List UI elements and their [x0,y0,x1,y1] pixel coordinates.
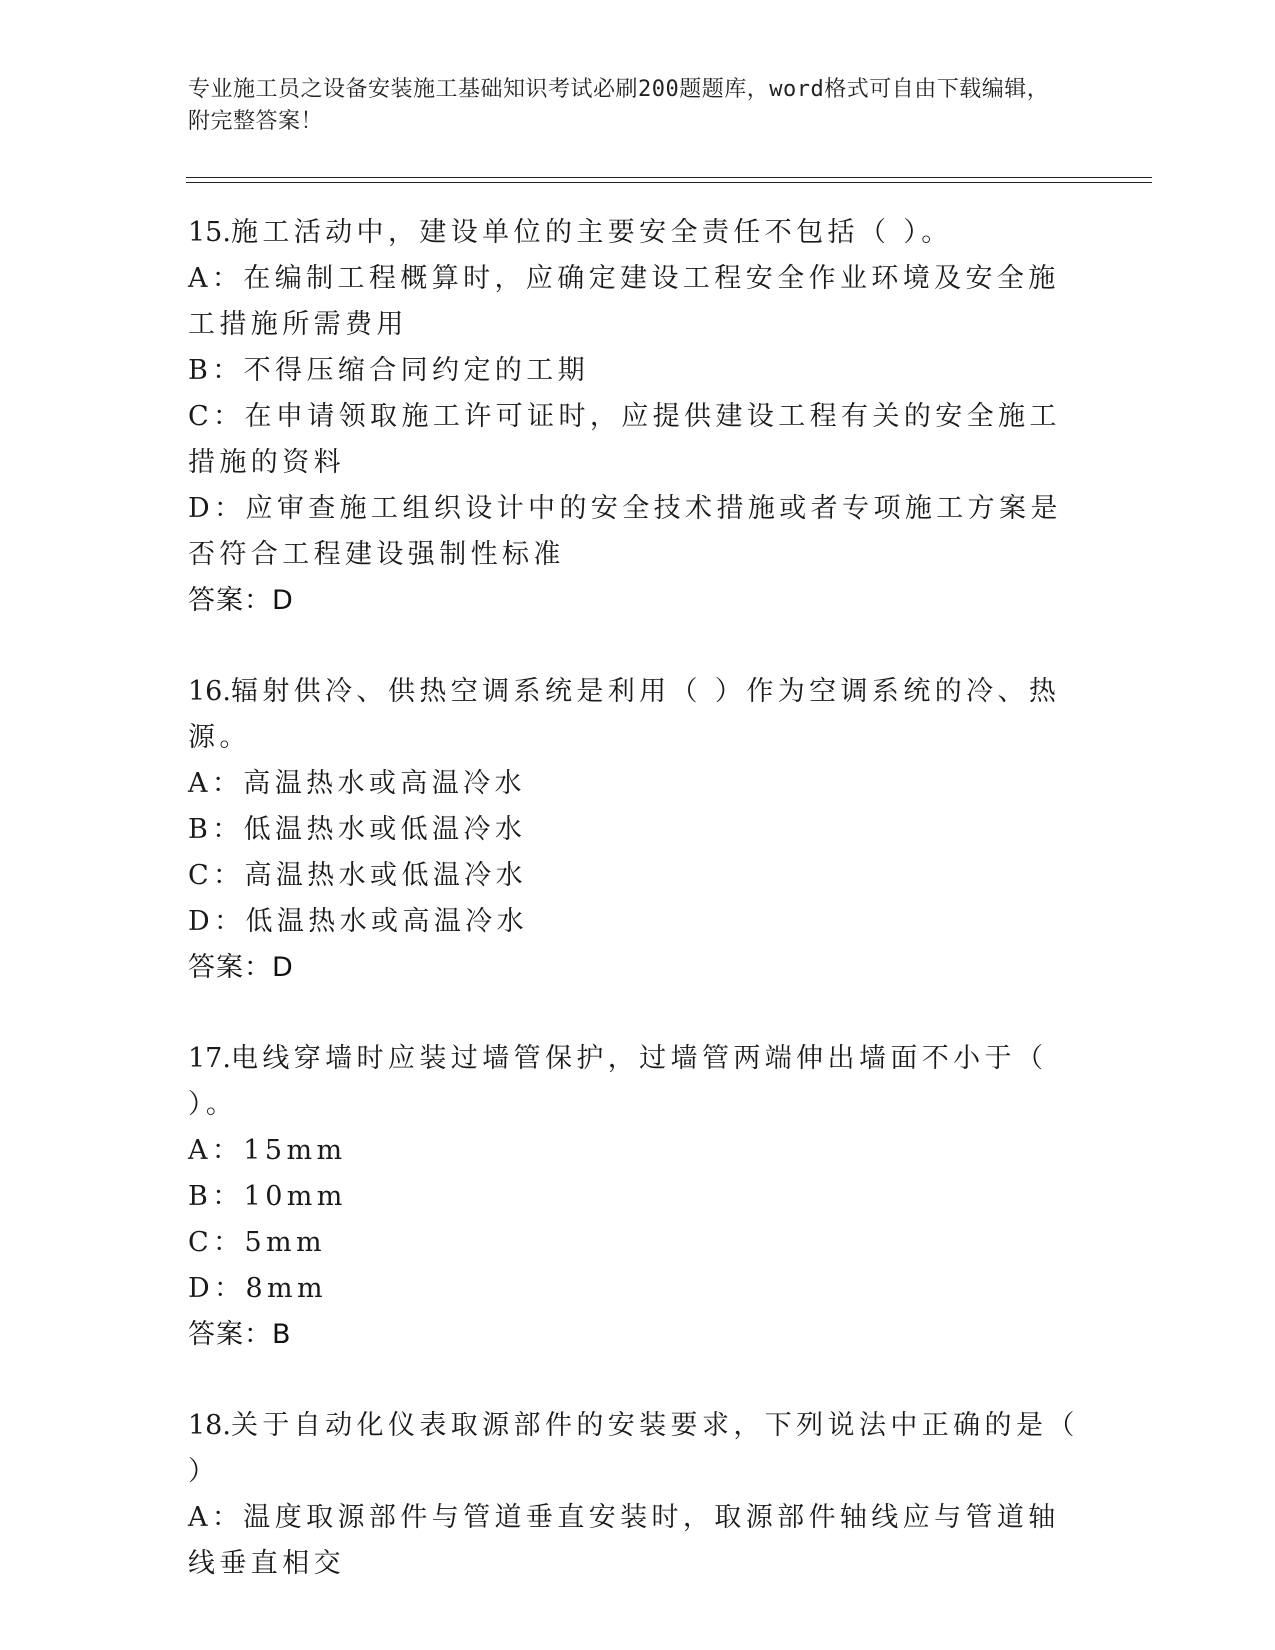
question-text: 辐射供冷、供热空调系统是利用（ ）作为空调系统的冷、热源。 [188,676,1061,753]
option-a: A：高温热水或高温冷水 [188,768,526,799]
option-b: B：10mm [188,1181,347,1212]
option-c: C：5mm [188,1227,327,1258]
question-list [188,210,1092,1587]
question-stem [188,1403,1092,1495]
document-header [188,74,1068,138]
option-b: B：低温热水或低温冷水 [188,814,527,845]
option-d: D：8mm [188,1273,328,1304]
question-18 [188,1403,1092,1587]
option-c: C：在申请领取施工许可证时，应提供建设工程有关的安全施工措施的资料 [188,401,1061,478]
answer-line: 答案：D [188,585,294,616]
header-title: 专业施工员之设备安装施工基础知识考试必刷200题题库，word格式可自由下载编辑，附完整答案！ [188,77,1050,134]
question-number: 18. [188,1410,231,1441]
option-a: A：15mm [188,1135,347,1166]
question-17 [188,1036,1088,1358]
question-16 [188,669,1088,991]
question-text: 施工活动中，建设单位的主要安全责任不包括（ ）。 [230,217,953,248]
option-c: C：高温热水或低温冷水 [188,860,528,891]
question-number: 16. [188,676,231,707]
option-a: A：在编制工程概算时，应确定建设工程安全作业环境及安全施工措施所需费用 [188,263,1060,340]
question-stem [188,669,1088,761]
question-number: 17. [188,1043,231,1074]
option-a: A：温度取源部件与管道垂直安装时，取源部件轴线应与管道轴线垂直相交 [188,1502,1060,1579]
question-text: 关于自动化仪表取源部件的安装要求，下列说法中正确的是（ ） [188,1410,1092,1487]
question-number: 15. [188,217,231,248]
option-b: B：不得压缩合同约定的工期 [188,355,590,386]
answer-line: 答案：B [188,1319,292,1350]
question-stem [188,210,1088,256]
question-15 [188,210,1088,624]
header-divider [186,177,1152,183]
question-stem [188,1036,1088,1128]
option-d: D：应审查施工组织设计中的安全技术措施或者专项施工方案是否符合工程建设强制性标准 [188,493,1062,570]
option-d: D：低温热水或高温冷水 [188,906,529,937]
question-text: 电线穿墙时应装过墙管保护，过墙管两端伸出墙面不小于（ ）。 [188,1043,1061,1120]
answer-line: 答案：D [188,952,294,983]
